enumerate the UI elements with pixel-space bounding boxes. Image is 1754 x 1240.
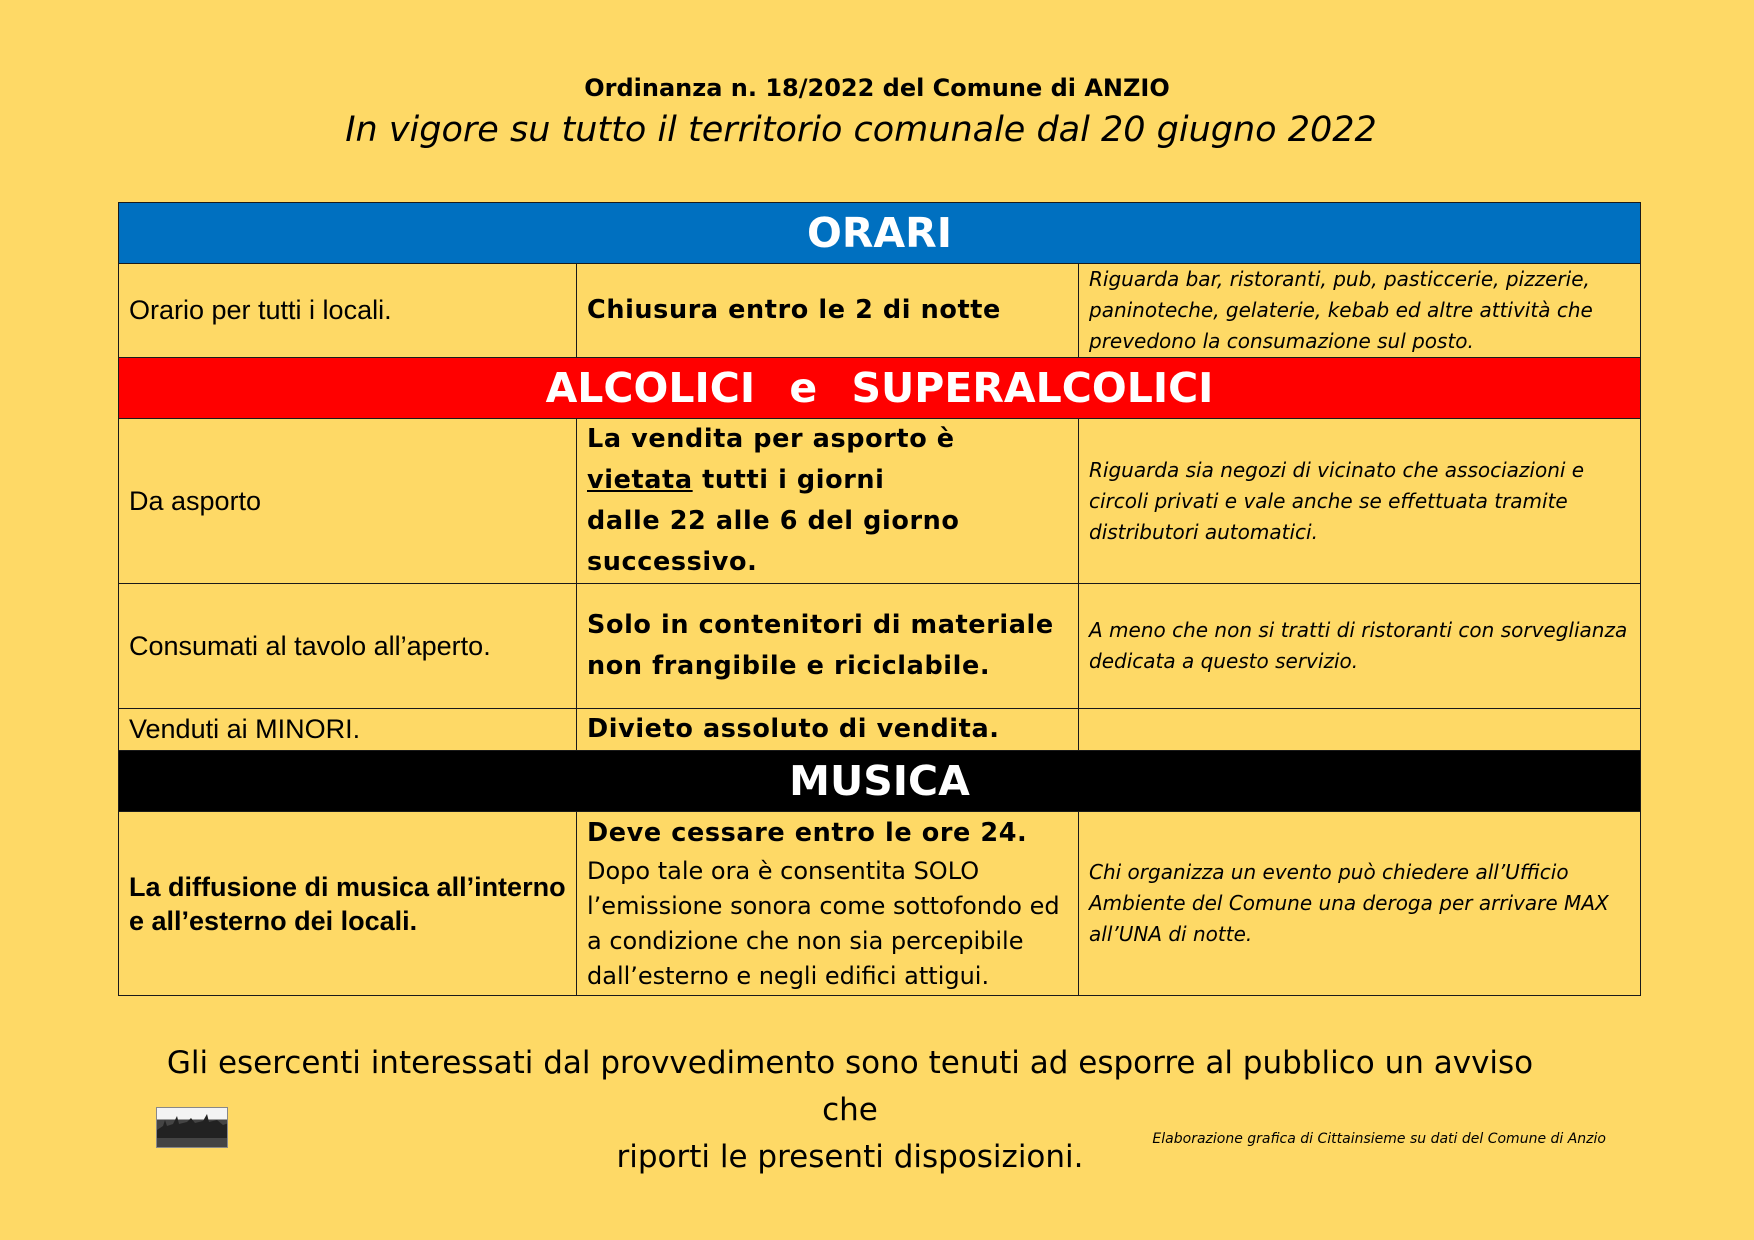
footer-notice-line-1: Gli esercenti interessati dal provvedimento sono tenuti ad esporre al pubblico un avviso che [166, 1045, 1534, 1128]
musica-subject-cell: La diffusione di musica all’interno e all’esterno dei locali. [119, 812, 577, 996]
footer-notice [140, 1040, 1560, 1181]
table-row [119, 264, 1641, 358]
table-row [119, 584, 1641, 709]
musica-rule-cell [577, 812, 1079, 996]
musica-rule-plain: Dopo tale ora è consentita SOLO l’emissione sonora come sottofondo ed a condizione che non sia percepibile dall’esterno e negli edifici attigui. [587, 857, 1060, 990]
asporto-note-cell: Riguarda sia negozi di vicinato che associazioni e circoli privati e vale anche se effettuata tramite distributori automatici. [1079, 419, 1641, 584]
table-row [119, 812, 1641, 996]
section-heading-musica: MUSICA [119, 751, 1641, 812]
section-heading-orari: ORARI [119, 203, 1641, 264]
asporto-rule-text-1: La vendita per asporto è [587, 424, 955, 454]
minori-rule-cell: Divieto assoluto di vendita. [577, 709, 1079, 751]
asporto-rule-cell [577, 419, 1079, 584]
minori-subject-cell: Venduti ai MINORI. [119, 709, 577, 751]
section-header-orari [119, 203, 1641, 264]
document-title: Ordinanza n. 18/2022 del Comune di ANZIO [584, 74, 1170, 102]
table-row [119, 419, 1641, 584]
orari-note-cell: Riguarda bar, ristoranti, pub, pasticcerie, pizzerie, paninoteche, gelaterie, kebab ed altre attività che prevedono la consumazione sul posto. [1079, 264, 1641, 358]
graphic-credit: Elaborazione grafica di Cittainsieme su dati del Comune di Anzio [1152, 1131, 1606, 1147]
orari-subject-cell: Orario per tutti i locali. [119, 264, 577, 358]
tavolo-note-cell: A meno che non si tratti di ristoranti con sorveglianza dedicata a questo servizio. [1079, 584, 1641, 709]
document-subtitle: In vigore su tutto il territorio comunale dal 20 giugno 2022 [345, 110, 1377, 150]
table-row [119, 709, 1641, 751]
asporto-subject-cell: Da asporto [119, 419, 577, 584]
footer-notice-line-2: riporti le presenti disposizioni. [616, 1139, 1084, 1175]
tavolo-subject-cell: Consumati al tavolo all’aperto. [119, 584, 577, 709]
section-header-musica [119, 751, 1641, 812]
asporto-rule-text-3: dalle 22 alle 6 del giorno successivo. [587, 506, 960, 577]
asporto-rule-vietata: vietata [587, 465, 693, 495]
minori-note-cell [1079, 709, 1641, 751]
tavolo-rule-cell: Solo in contenitori di materiale non frangibile e riciclabile. [577, 584, 1079, 709]
citta-insieme-logo [156, 1107, 228, 1148]
section-heading-alcolici: ALCOLICI e SUPERALCOLICI [119, 358, 1641, 419]
ordinance-table [118, 202, 1641, 996]
section-header-alcolici [119, 358, 1641, 419]
asporto-rule-text-2: tutti i giorni [702, 465, 885, 495]
orari-rule-cell: Chiusura entro le 2 di notte [577, 264, 1079, 358]
musica-note-cell: Chi organizza un evento può chiedere all’Ufficio Ambiente del Comune una deroga per arrivare MAX all’UNA di notte. [1079, 812, 1641, 996]
musica-rule-bold: Deve cessare entro le ore 24. [587, 818, 1028, 848]
